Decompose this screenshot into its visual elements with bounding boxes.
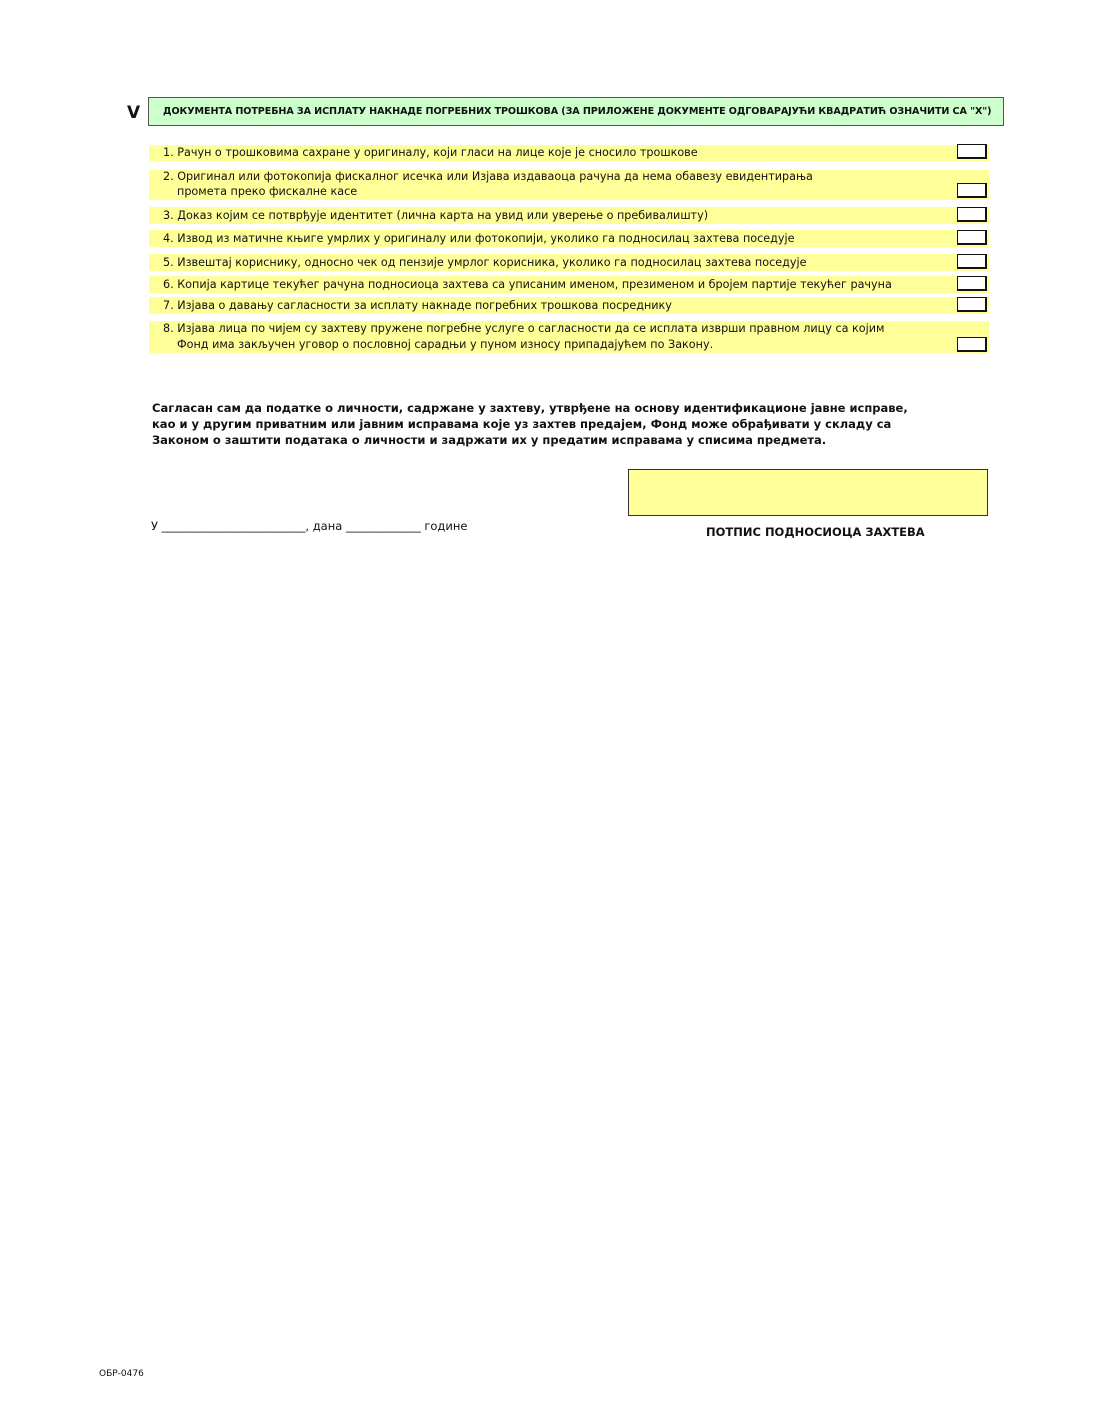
list-item bbox=[149, 207, 989, 224]
checkbox-item-8[interactable] bbox=[957, 337, 987, 352]
signature-field[interactable] bbox=[628, 469, 988, 516]
section-header: ДОКУМЕНТА ПОТРЕБНА ЗА ИСПЛАТУ НАКНАДЕ ПОГРЕБНИХ ТРОШКОВА (ЗА ПРИЛОЖЕНЕ ДОКУМЕНТЕ ОДГОВАРАЈУЋИ КВАДРАТИЋ ОЗНАЧИТИ СА "Х") bbox=[148, 97, 1004, 126]
list-item bbox=[149, 170, 989, 200]
consent-line: Законом о заштити података о личности и задржати их у предатим исправама у списима предмета. bbox=[152, 433, 827, 447]
checkbox-item-6[interactable] bbox=[957, 276, 987, 291]
consent-statement bbox=[152, 400, 908, 448]
item-label: 5. Извештај кориснику, односно чек од пензије умрлог корисника, уколико га подносилац захтева поседује bbox=[163, 256, 807, 269]
item-label: 7. Изјава о давању сагласности за исплату накнаде погребних трошкова посреднику bbox=[163, 299, 672, 312]
checkbox-item-4[interactable] bbox=[957, 230, 987, 245]
item-label-continued: Фонд има закључен уговор о пословној сарадњи у пуном износу припадајућем по Закону. bbox=[177, 337, 714, 351]
list-item bbox=[149, 145, 989, 161]
item-label: 8. Изјава лица по чијем су захтеву пружене погребне услуге о сагласности да се исплата изврши правном лицу са којим bbox=[163, 322, 885, 335]
consent-line: Сагласан сам да податке о личности, садржане у захтеву, утврђене на основу идентификационе јавне исправе, bbox=[152, 401, 908, 415]
signature-label: ПОТПИС ПОДНОСИОЦА ЗАХТЕВА bbox=[706, 525, 925, 539]
item-label: 6. Копија картице текућег рачуна подносиоца захтева са уписаним именом, презименом и бројем партије текућег рачуна bbox=[163, 278, 892, 291]
consent-line: као и у другим приватним или јавним исправама које уз захтев предајем, Фонд може обрађивати у складу са bbox=[152, 417, 892, 431]
checkbox-item-1[interactable] bbox=[957, 144, 987, 159]
item-label: 4. Извод из матичне књиге умрлих у оригиналу или фотокопији, уколико га подносилац захтева поседује bbox=[163, 232, 795, 245]
list-item bbox=[149, 230, 989, 247]
checkbox-item-7[interactable] bbox=[957, 297, 987, 312]
checkbox-item-5[interactable] bbox=[957, 254, 987, 269]
checkbox-item-3[interactable] bbox=[957, 207, 987, 222]
list-item bbox=[149, 276, 989, 293]
list-item bbox=[149, 297, 989, 314]
item-label: 3. Доказ којим се потврђује идентитет (лична карта на увид или уверење о пребивалишту) bbox=[163, 209, 709, 222]
item-label-continued: промета преко фискалне касе bbox=[177, 184, 358, 198]
form-code: ОБР-0476 bbox=[99, 1369, 144, 1379]
item-label: 2. Оригинал или фотокопија фискалног исечка или Изјава издаваоца рачуна да нема обавезу евидентирања bbox=[163, 170, 813, 183]
list-item bbox=[149, 254, 989, 271]
section-number: V bbox=[127, 103, 141, 123]
list-item bbox=[149, 321, 989, 353]
item-label: 1. Рачун о трошковима сахране у оригиналу, који гласи на лице које је сносило трошкове bbox=[163, 146, 698, 159]
place-date-line[interactable]: У _________________________, дана _____________ године bbox=[151, 519, 468, 533]
checkbox-item-2[interactable] bbox=[957, 183, 987, 198]
